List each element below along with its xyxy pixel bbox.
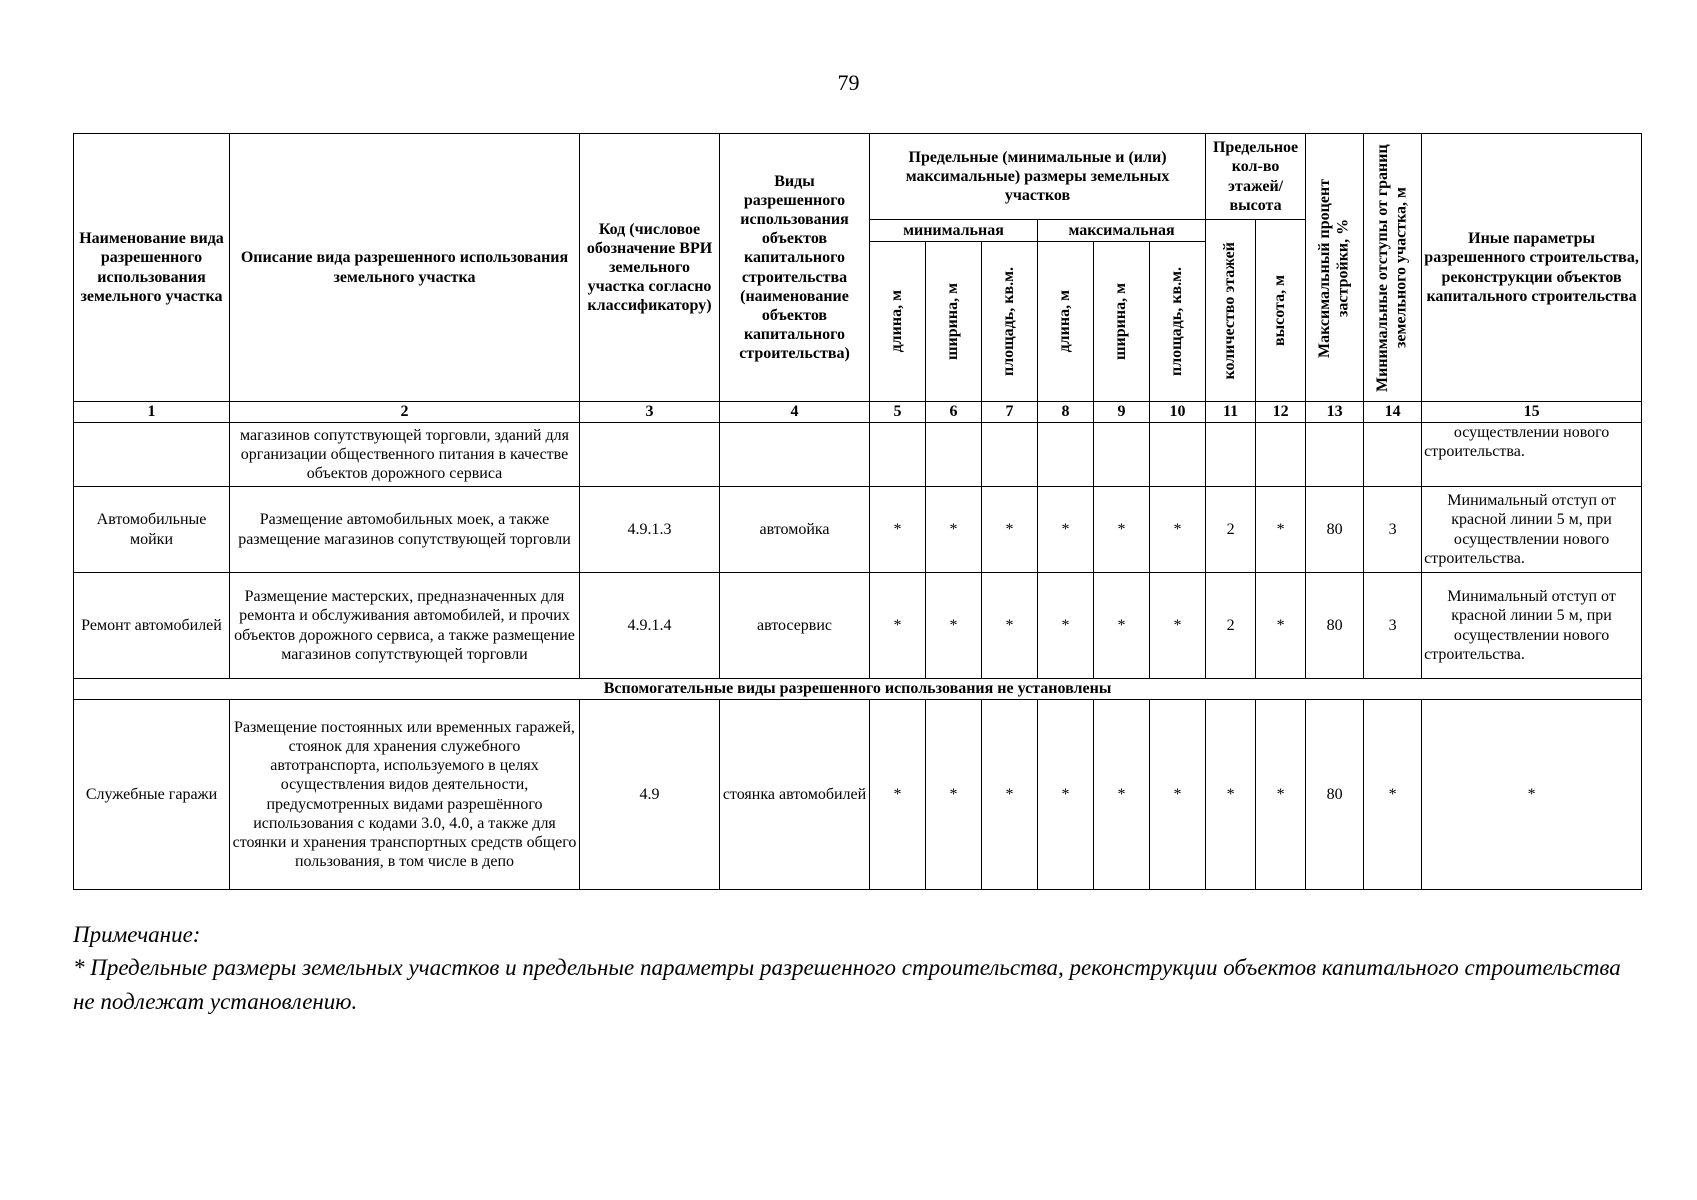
row-value: * <box>870 573 926 679</box>
header-max-width: ширина, м <box>1094 242 1150 402</box>
row-value: * <box>1256 700 1306 890</box>
row-value: * <box>1038 573 1094 679</box>
col-num: 12 <box>1256 402 1306 423</box>
table-row <box>74 700 1642 890</box>
header-description: Описание вида разрешенного использования земельного участка <box>230 134 580 402</box>
header-max-percent: Максимальный процент застройки, % <box>1306 134 1364 402</box>
row-kind: автомойка <box>720 487 870 573</box>
header-max: максимальная <box>1038 220 1206 242</box>
row-value: * <box>870 700 926 890</box>
row-other: Минимальный отступ от красной линии 5 м, при осуществлении нового строительства. <box>1422 487 1642 573</box>
auxiliary-section-title: Вспомогательные виды разрешенного использования не установлены <box>74 679 1642 700</box>
col-num: 8 <box>1038 402 1094 423</box>
row-description: Размещение автомобильных моек, а также размещение магазинов сопутствующей торговли <box>230 487 580 573</box>
row-value: * <box>1038 487 1094 573</box>
row-value: * <box>982 700 1038 890</box>
row-value: * <box>1150 487 1206 573</box>
row-value <box>982 423 1038 487</box>
row-value <box>1364 423 1422 487</box>
row-value <box>1038 423 1094 487</box>
row-value: * <box>870 487 926 573</box>
header-floors-group: Предельное кол-во этажей/ высота <box>1206 134 1306 220</box>
note-title: Примечание: <box>73 922 201 947</box>
land-use-table <box>73 133 1642 890</box>
note <box>73 918 1633 1018</box>
row-other: Минимальный отступ от красной линии 5 м, при осуществлении нового строительства. <box>1422 573 1642 679</box>
column-numbers-row <box>74 402 1642 423</box>
header-min: минимальная <box>870 220 1038 242</box>
row-description: Размещение постоянных или временных гаражей, стоянок для хранения служебного автотранспорта, используемого в целях осуществления видов деятельности, предусмотренных видами разрешённого использования с кодами 3.0, 4.0, а также для стоянки и хранения транспортных средств общего пользования, в том числе в депо <box>230 700 580 890</box>
row-name: Служебные гаражи <box>74 700 230 890</box>
row-value: 2 <box>1206 573 1256 679</box>
header-max-length: длина, м <box>1038 242 1094 402</box>
row-value: 80 <box>1306 487 1364 573</box>
row-description: магазинов сопутствующей торговли, зданий для организации общественного питания в качестве объектов дорожного сервиса <box>230 423 580 487</box>
header-other: Иные параметры разрешенного строительства, реконструкции объектов капитального строительства <box>1422 134 1642 402</box>
row-value: 3 <box>1364 573 1422 679</box>
header-max-area: площадь, кв.м. <box>1150 242 1206 402</box>
row-value: * <box>926 573 982 679</box>
row-name: Ремонт автомобилей <box>74 573 230 679</box>
row-value <box>870 423 926 487</box>
row-value: * <box>1094 573 1150 679</box>
row-value: * <box>1364 700 1422 890</box>
row-value <box>1206 423 1256 487</box>
row-value: * <box>1150 700 1206 890</box>
row-value: * <box>1256 487 1306 573</box>
row-value: * <box>926 700 982 890</box>
row-value: * <box>1038 700 1094 890</box>
col-num: 3 <box>580 402 720 423</box>
col-num: 5 <box>870 402 926 423</box>
row-value: 3 <box>1364 487 1422 573</box>
row-code: 4.9.1.4 <box>580 573 720 679</box>
row-value: * <box>982 487 1038 573</box>
header-min-setback: Минимальные отступы от границ земельного участка, м <box>1364 134 1422 402</box>
col-num: 4 <box>720 402 870 423</box>
row-value <box>1150 423 1206 487</box>
row-code: 4.9 <box>580 700 720 890</box>
row-value: * <box>1150 573 1206 679</box>
note-text: * Предельные размеры земельных участков и предельные параметры разрешенного строительства, реконструкции объектов капитального строительства не подлежат установлению. <box>73 955 1621 1014</box>
col-num: 14 <box>1364 402 1422 423</box>
row-value: * <box>1206 700 1256 890</box>
row-value: * <box>1256 573 1306 679</box>
row-value <box>1094 423 1150 487</box>
table-row <box>74 573 1642 679</box>
row-code: 4.9.1.3 <box>580 487 720 573</box>
col-num: 1 <box>74 402 230 423</box>
row-value: * <box>1094 700 1150 890</box>
header-height: высота, м <box>1256 220 1306 402</box>
row-value: 2 <box>1206 487 1256 573</box>
header-kinds: Виды разрешенного использования объектов капитального строительства (наименование объектов капитального строительства) <box>720 134 870 402</box>
col-num: 13 <box>1306 402 1364 423</box>
row-value <box>1256 423 1306 487</box>
row-value: * <box>926 487 982 573</box>
col-num: 6 <box>926 402 982 423</box>
page-number: 79 <box>837 70 860 95</box>
table-row <box>74 423 1642 487</box>
row-kind: автосервис <box>720 573 870 679</box>
row-kind <box>720 423 870 487</box>
row-value: 80 <box>1306 573 1364 679</box>
row-description: Размещение мастерских, предназначенных для ремонта и обслуживания автомобилей, и прочих объектов дорожного сервиса, а также размещение магазинов сопутствующей торговли <box>230 573 580 679</box>
header-code: Код (числовое обозначение ВРИ земельного участка согласно классификатору) <box>580 134 720 402</box>
header-name: Наименование вида разрешенного использования земельного участка <box>74 134 230 402</box>
row-other: осуществлении нового строительства. <box>1422 423 1642 487</box>
header-min-area: площадь, кв.м. <box>982 242 1038 402</box>
table-row <box>74 487 1642 573</box>
row-name <box>74 423 230 487</box>
row-value: 80 <box>1306 700 1364 890</box>
col-num: 2 <box>230 402 580 423</box>
row-kind: стоянка автомобилей <box>720 700 870 890</box>
col-num: 9 <box>1094 402 1150 423</box>
header-limits: Предельные (минимальные и (или) максимальные) размеры земельных участков <box>870 134 1206 220</box>
header-min-width: ширина, м <box>926 242 982 402</box>
col-num: 11 <box>1206 402 1256 423</box>
header-min-length: длина, м <box>870 242 926 402</box>
row-value: * <box>1094 487 1150 573</box>
auxiliary-section-row <box>74 679 1642 700</box>
header-floors: количество этажей <box>1206 220 1256 402</box>
row-value: * <box>982 573 1038 679</box>
row-value <box>1306 423 1364 487</box>
col-num: 15 <box>1422 402 1642 423</box>
col-num: 7 <box>982 402 1038 423</box>
col-num: 10 <box>1150 402 1206 423</box>
row-code <box>580 423 720 487</box>
row-name: Автомобильные мойки <box>74 487 230 573</box>
row-value <box>926 423 982 487</box>
row-other: * <box>1422 700 1642 890</box>
